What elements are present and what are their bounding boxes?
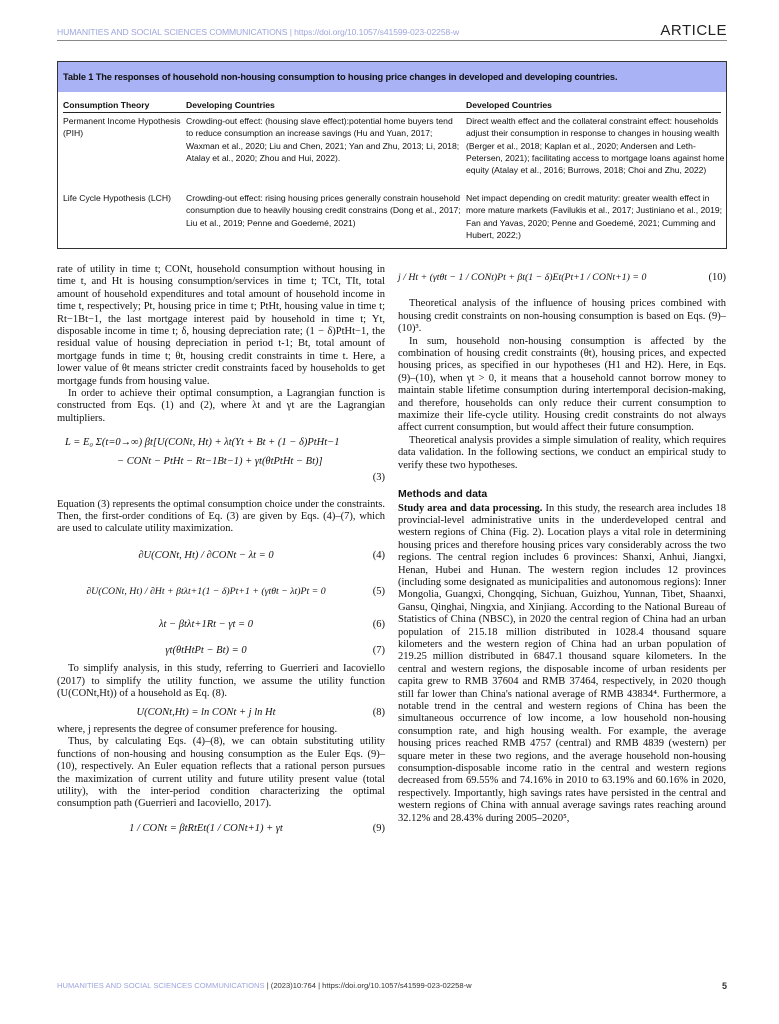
table-cell: Crowding-out effect: rising housing prices generally constrain household consumption due to heavily housing credit constrains (Dong et al., 2017; Liu et al., 2019; Penne and Goedemé, 2021): [186, 193, 461, 228]
equation-line: − CONt − PtHt − Rt−1Bt−1) + γt(θtPtHt − Bt)]: [117, 455, 323, 467]
equation-number: (10): [708, 272, 726, 283]
section-heading: Methods and data: [398, 488, 488, 501]
table-cell: Life Cycle Hypothesis (LCH): [63, 193, 171, 203]
subsection-heading: Study area and data processing.: [398, 502, 543, 514]
table-caption: Table 1 The responses of household non-housing consumption to housing price changes in developed and developing countries.: [58, 62, 726, 92]
right-column: [398, 272, 726, 825]
paragraph: rate of utility in time t; CONt, household consumption without housing in time t, and Ht is housing consumption/services in time t; TCt, TIt, total amount of household expenditures and total amount of household income in time t, respectively; Pt, housing price in time t; PtHt, housing value in time t; Rt−1Bt−1, the last mortgage interest paid by household in time t; Yt, disposable income in time t; δ, housing depreciation rate; (1 − δ)PtHt−1, the residual value of housing depreciation in period t-1; Bt, total amount of mortgage funds in time t; θt, housing credit constraints in time t. Here, a lower value of θt means stricter credit constraints faced by households to get mortgage funds from housing value.: [57, 264, 385, 387]
journal-doi-header[interactable]: HUMANITIES AND SOCIAL SCIENCES COMMUNICATIONS | https://doi.org/10.1057/s41599-023-02258-w: [57, 27, 460, 37]
paragraph: In order to achieve their optimal consumption, a Lagrangian function is constructed from Eqs. (1) and (2), where λt and γt are the Lagrangian multipliers.: [57, 388, 385, 424]
table-cell: Crowding-out effect: (housing slave effect):potential home buyers tend to reduce consumption an increase savings (Hu and Yuan, 2017; Waxman et al., 2020; Liu and Chen, 2021; Yan and Zhu, 2013; Li, 2018; Atalay et al., 2020; Zhou and Hui, 2022).: [186, 116, 460, 163]
equation-number: (9): [372, 822, 385, 834]
paragraph: To simplify analysis, in this study, referring to Guerrieri and Iacoviello (2017) to simplify the utility function, we assume the utility function (U(CONt,Ht)) of a household as Eq. (8).: [57, 663, 385, 700]
table-cell: Direct wealth effect and the collateral constraint effect: households adjust their consumption in response to changes in housing wealth (Berger et al., 2018; Kaplan et al., 2020; Andersen and Leth-Petersen, 2021); facilitating access to mortgage loans against home equity (Atalay et al., 2016; Burrows, 2018; Choi and Zhu, 2022): [466, 116, 725, 176]
page-footer: [57, 981, 727, 990]
article-label: ARTICLE: [660, 22, 727, 39]
paragraph: where, j represents the degree of consumer preference for housing.: [57, 723, 338, 735]
equation-number: (7): [372, 644, 385, 656]
page-number: 5: [721, 981, 727, 991]
equation-number: (3): [372, 472, 385, 484]
equation-body: j / Ht + (γtθt − 1 / CONt)Pt + βt(1 − δ)Et(Pt+1 / CONt+1) = 0: [398, 272, 647, 283]
footer-journal: HUMANITIES AND SOCIAL SCIENCES COMMUNICATIONS: [57, 981, 265, 990]
column-header: Consumption Theory: [63, 100, 150, 110]
equation-4: [57, 550, 385, 562]
equation-5: [57, 586, 385, 598]
equation-6: [57, 619, 385, 631]
equation-9: [57, 823, 385, 835]
equation-number: (4): [372, 549, 385, 561]
paragraph: Equation (3) represents the optimal consumption choice under the constraints. Then, the first-order conditions of Eq. (3) are given by Eqs. (4)–(7), which are used to calculate utility maximization.: [57, 498, 385, 535]
equation-8: [57, 707, 385, 719]
equation-body: γt(θtHtPt − Bt) = 0: [165, 644, 247, 656]
equation-3: [57, 437, 385, 484]
column-header: Developed Countries: [466, 100, 552, 110]
equation-body: ∂U(CONt, Ht) / ∂CONt − λt = 0: [138, 549, 274, 561]
equation-7: [57, 645, 385, 657]
paragraph: Thus, by calculating Eqs. (4)–(8), we can obtain substituting utility functions of non-housing and housing consumption as the Euler Eqs. (9)–(10), respectively. An Euler equation reflects that a rational person pursues the maximization of current utility and future utility present value (total utility), with the inter-period condition characterizing the optimal consumption path (Guerrieri and Iacoviello, 2017).: [57, 736, 385, 810]
equation-number: (6): [372, 618, 385, 630]
paragraph: In sum, household non-housing consumption is affected by the combination of housing credit constraints (θt), housing prices, and expected housing prices, as specified in our hypotheses (H1 and H2). Here, in Eqs. (9)–(10), when γt > 0, it means that a household cannot borrow money to maintain stable lifetime consumption during intertemporal decision-making, and therefore, households can only reduce their current consumption to maximize their life-cycle utility. Housing credit constraints do not always affect current consumption, but would affect their future consumption.: [398, 335, 726, 434]
column-header: Developing Countries: [186, 100, 275, 110]
equation-number: (5): [372, 586, 385, 598]
equation-body: U(CONt,Ht) = ln CONt + j ln Ht: [136, 706, 276, 718]
paragraph-text: In this study, the research area includes 18 provincial-level administrative units in the underdeveloped central and western regions of China (Fig. 2). Location plays a vital role in determining housing prices and therefore housing prices vary considerably across the two regions. The central region includes 6 provinces: Shanxi, Anhui, Jiangxi, Henan, Hubei and Hunan. The western region includes 12 provinces (including some designated as municipalities and autonomous regions): Inner Mongolia, Guangxi, Chongqing, Sichuan, Guizhou, Yunnan, Tibet, Shaanxi, Gansu, Qinghai, Ningxia, and Xinjiang. According to the National Bureau of Statistics of China (NBSC), in 2020 the central region of China had an urban population of 215.18 million distributed in 1028.4 thousand square kilometers and the western region of China had an urban population of 219.25 million distributed in 6847.1 thousand square kilometers. In the central and western regions, the disposable income of urban residents per capita grew to RMB 37604 and RMB 37464, respectively, in 2020 though still far lower than China's national average of RMB 43834⁴. Furthermore, a notable trend in the central and western regions of China has been the simultaneous occurrence of low income, a low household non-housing consumption rate, and high housing wealth. For example, the average housing prices reached RMB 4757 (central) and RMB 4839 (western) per square meter in these two regions, and the average household non-housing consumption-disposable income ratio in the central and western regions decreased from 69.55% and 74.16% in 2010 to 63.19% and 60.16% in 2020, respectively. Importantly, high savings rates have persisted in the central and western regions of China with annual average savings rates reaching around 32.12% and 28.43% during 2005–2020⁵,: [398, 502, 726, 824]
paragraph: Theoretical analysis of the influence of housing prices combined with housing credit constraints on non-housing consumption is based on Eqs. (9)–(10)³.: [398, 298, 726, 335]
footer-citation[interactable]: | (2023)10:764 | https://doi.org/10.1057/s41599-023-02258-w: [264, 981, 472, 990]
paragraph: Theoretical analysis provides a simple simulation of reality, which requires data validation. In the following sections, we conduct an empirical study to verify these two hypotheses.: [398, 434, 726, 471]
left-column: [57, 264, 385, 835]
equation-body: ∂U(CONt, Ht) / ∂Ht + βtλt+1(1 − δ)Pt+1 + (γtθt − λt)Pt = 0: [86, 586, 326, 598]
equation-body: λt − βtλt+1Rt − γt = 0: [158, 618, 254, 630]
paragraph: [398, 503, 726, 826]
running-header: [57, 20, 727, 41]
table-1: [57, 61, 727, 249]
equation-10: [398, 272, 726, 284]
equation-number: (8): [372, 706, 385, 718]
equation-body: 1 / CONt = βtRtEt(1 / CONt+1) + γt: [129, 822, 283, 834]
equation-line: L = E₀ Σ(t=0→∞) βt[U(CONt, Ht) + λt(Yt + Bt + (1 − δ)PtHt−1: [65, 437, 340, 449]
table-cell: Permanent Income Hypothesis (PIH): [63, 116, 181, 139]
table-cell: Net impact depending on credit maturity: greater wealth effect in more mature markets (Favilukis et al., 2017; Justiniano et al., 2019; Fan and Yavas, 2020; Penne and Goedemé, 2021; Cumming and Hubert, 2022;): [466, 193, 723, 240]
table-header-row: [63, 99, 721, 113]
